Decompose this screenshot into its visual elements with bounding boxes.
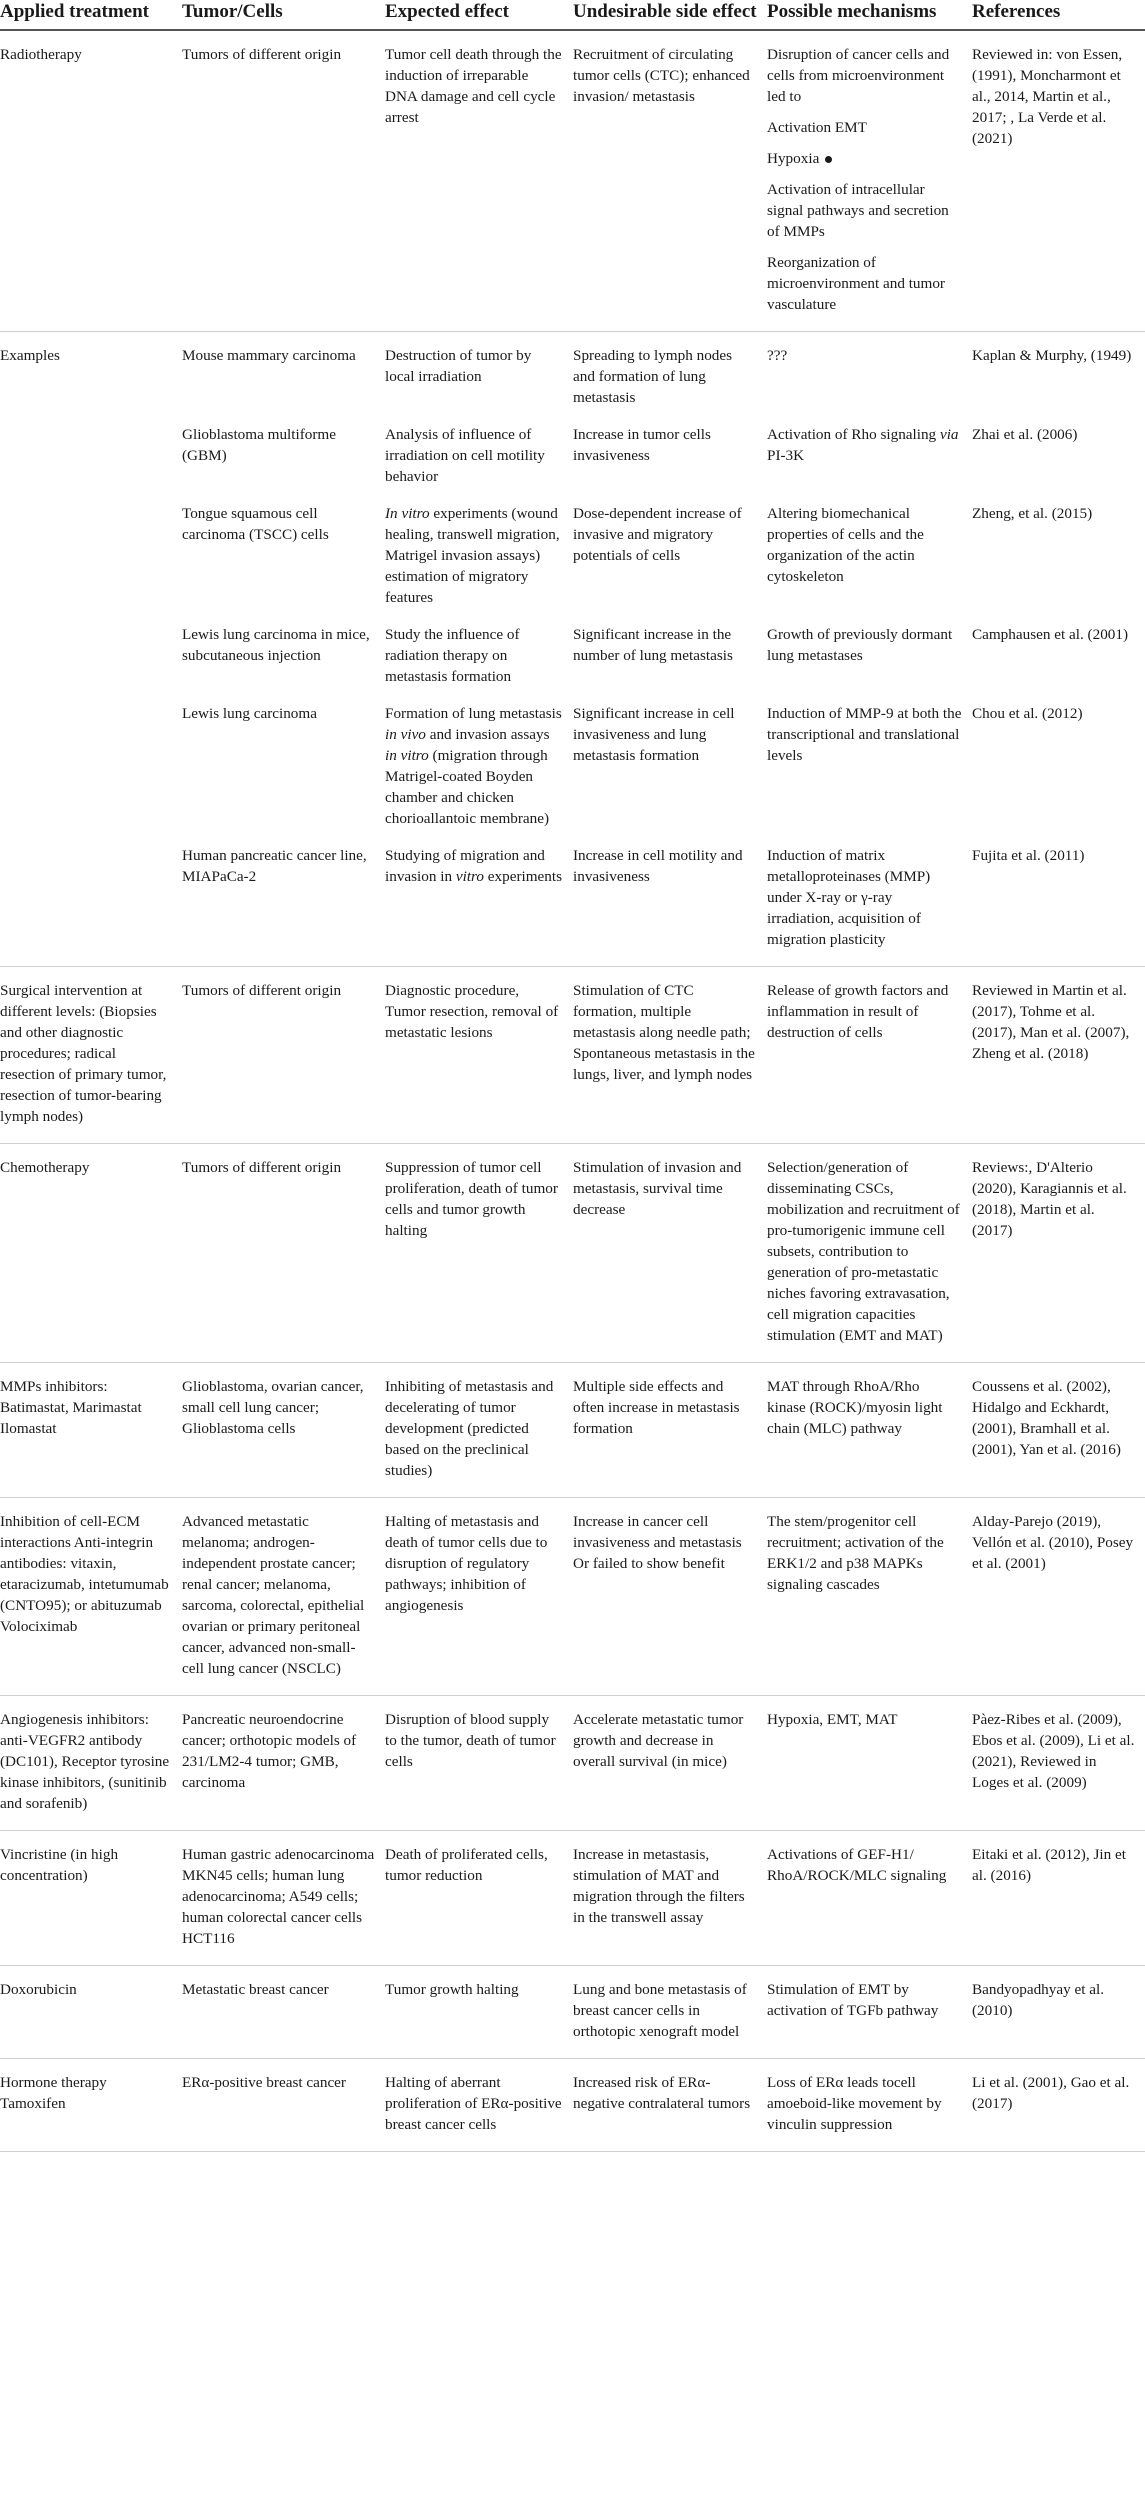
expected-effect-cell: Death of proliferated cells, tumor reduction bbox=[385, 1831, 573, 1966]
expected-text: experiments (wound healing, transwell migration, Matrigel invasion assays) estimation of migratory features bbox=[385, 505, 560, 606]
mechanisms-cell: Stimulation of EMT by activation of TGFb pathway bbox=[767, 1966, 972, 2059]
side-effect-cell: Accelerate metastatic tumor growth and decrease in overall survival (in mice) bbox=[573, 1696, 767, 1831]
references-cell: Chou et al. (2012) bbox=[972, 705, 1083, 722]
mechanisms-cell: Loss of ERα leads tocell amoeboid-like movement by vinculin suppression bbox=[767, 2059, 972, 2152]
tumor-cells-cell: Human gastric adenocarcinoma MKN45 cells; human lung adenocarcinoma; A549 cells; human colorectal cancer cells HCT116 bbox=[182, 1831, 385, 1966]
tumor-cells-cell: Human pancreatic cancer line, MIAPaCa-2 bbox=[182, 829, 385, 967]
tumor-cells-cell: Mouse mammary carcinoma bbox=[182, 347, 356, 364]
expected-effect-cell bbox=[385, 829, 573, 967]
table-row bbox=[0, 1966, 1145, 2059]
mechanism-item bbox=[767, 148, 962, 169]
header-possible-mechanisms: Possible mechanisms bbox=[767, 0, 972, 30]
references-cell: Reviews:, D'Alterio (2020), Karagiannis et al. (2018), Martin et al. (2017) bbox=[972, 1144, 1145, 1363]
mechanisms-cell: ??? bbox=[767, 347, 788, 364]
tumor-cells-cell: Glioblastoma, ovarian cancer, small cell lung cancer; Glioblastoma cells bbox=[182, 1363, 385, 1498]
mechanism-item: Activation of intracellular signal pathways and secretion of MMPs bbox=[767, 181, 949, 240]
table-row bbox=[0, 829, 1145, 967]
expected-italic: in vivo bbox=[385, 726, 426, 743]
expected-effect-cell: Halting of metastasis and death of tumor cells due to disruption of regulatory pathways; inhibition of angiogenesis bbox=[385, 1498, 573, 1696]
tumor-cells-cell: Tumors of different origin bbox=[182, 967, 385, 1144]
table-row bbox=[0, 30, 1145, 332]
table-row bbox=[0, 1144, 1145, 1363]
expected-text: (migration through Matrigel-coated Boyden chamber and chicken chorioallantoic membrane) bbox=[385, 747, 550, 827]
table-row bbox=[0, 608, 1145, 687]
tumor-cells-cell: Lewis lung carcinoma bbox=[182, 705, 317, 722]
table-row bbox=[0, 687, 1145, 829]
expected-effect-cell: Analysis of influence of irradiation on cell motility behavior bbox=[385, 426, 545, 485]
treatment-cell: Radiotherapy bbox=[0, 30, 182, 332]
mechanism-item: Activation EMT bbox=[767, 119, 867, 136]
expected-text: Studying of migration and invasion in bbox=[385, 847, 545, 885]
treatment-cell: Surgical intervention at different levels: (Biopsies and other diagnostic procedures; radical resection of primary tumor, resection of tumor-bearing lymph nodes) bbox=[0, 967, 182, 1144]
mechanisms-cell: Altering biomechanical properties of cells and the organization of the actin cytoskeleton bbox=[767, 505, 924, 585]
expected-effect-cell: Halting of aberrant proliferation of ERα-positive breast cancer cells bbox=[385, 2059, 573, 2152]
mechanism-text: PI-3K bbox=[767, 447, 805, 464]
side-effect-cell: Significant increase in the number of lung metastasis bbox=[573, 626, 733, 664]
expected-text: and invasion assays bbox=[429, 726, 550, 743]
references-cell: Kaplan & Murphy, (1949) bbox=[972, 347, 1132, 364]
treatment-cell: Examples bbox=[0, 347, 60, 364]
expected-effect-cell: Disruption of blood supply to the tumor, death of tumor cells bbox=[385, 1696, 573, 1831]
expected-effect-cell bbox=[385, 687, 573, 829]
side-effect-cell: Increase in tumor cells invasiveness bbox=[573, 426, 711, 464]
references-cell: Li et al. (2001), Gao et al. (2017) bbox=[972, 2059, 1145, 2152]
references-cell: Reviewed in: von Essen, (1991), Moncharmont et al., 2014, Martin et al., 2017; , La Verde et al. (2021) bbox=[972, 30, 1145, 332]
treatment-cell bbox=[0, 487, 182, 608]
mechanisms-cell: Hypoxia, EMT, MAT bbox=[767, 1696, 972, 1831]
tumor-cells-cell: ERα-positive breast cancer bbox=[182, 2059, 385, 2152]
expected-effect-cell: Inhibiting of metastasis and decelerating of tumor development (predicted based on the preclinical studies) bbox=[385, 1363, 573, 1498]
table-row bbox=[0, 1363, 1145, 1498]
treatment-cell: Doxorubicin bbox=[0, 1966, 182, 2059]
table-row bbox=[0, 1498, 1145, 1696]
side-effect-cell: Stimulation of CTC formation, multiple metastasis along needle path; Spontaneous metastasis in the lungs, liver, and lymph nodes bbox=[573, 967, 767, 1144]
expected-effect-cell bbox=[385, 487, 573, 608]
expected-effect-cell: Suppression of tumor cell proliferation, death of tumor cells and tumor growth halting bbox=[385, 1144, 573, 1363]
treatment-cell bbox=[0, 687, 182, 829]
table-row bbox=[0, 332, 1145, 409]
header-expected-effect: Expected effect bbox=[385, 0, 573, 30]
table-row bbox=[0, 408, 1145, 487]
expected-effect-cell: Diagnostic procedure, Tumor resection, removal of metastatic lesions bbox=[385, 967, 573, 1144]
mechanism-text: Activation of Rho signaling bbox=[767, 426, 937, 443]
tumor-cells-cell: Metastatic breast cancer bbox=[182, 1966, 385, 2059]
mechanisms-cell: Induction of matrix metalloproteinases (MMP) under X-ray or γ-ray irradiation, acquisition of migration plasticity bbox=[767, 829, 972, 967]
treatment-cell: Hormone therapy Tamoxifen bbox=[0, 2059, 182, 2152]
bullet-dot-icon bbox=[825, 156, 832, 163]
references-cell: Reviewed in Martin et al. (2017), Tohme et al. (2017), Man et al. (2007), Zheng et al. (2018) bbox=[972, 967, 1145, 1144]
expected-italic: vitro bbox=[455, 868, 484, 885]
references-cell: Zhai et al. (2006) bbox=[972, 426, 1078, 443]
side-effect-cell: Multiple side effects and often increase in metastasis formation bbox=[573, 1363, 767, 1498]
tumor-cells-cell: Advanced metastatic melanoma; androgen-independent prostate cancer; renal cancer; melanoma, sarcoma, colorectal, epithelial ovarian or primary peritoneal cancer, advanced non-small-cell lung cancer (NSCLC) bbox=[182, 1498, 385, 1696]
treatment-cell bbox=[0, 608, 182, 687]
tumor-cells-cell: Tongue squamous cell carcinoma (TSCC) cells bbox=[182, 505, 329, 543]
mechanisms-cell bbox=[767, 30, 972, 332]
mechanism-italic: via bbox=[939, 426, 959, 443]
expected-effect-cell: Study the influence of radiation therapy on metastasis formation bbox=[385, 626, 520, 685]
tumor-cells-cell: Tumors of different origin bbox=[182, 1144, 385, 1363]
references-cell: Camphausen et al. (2001) bbox=[972, 626, 1129, 643]
expected-text: Formation of lung metastasis bbox=[385, 705, 562, 722]
expected-text: experiments bbox=[487, 868, 563, 885]
side-effect-cell: Spreading to lymph nodes and formation of lung metastasis bbox=[573, 347, 733, 406]
expected-effect-cell: Destruction of tumor by local irradiation bbox=[385, 347, 532, 385]
references-cell: Fujita et al. (2011) bbox=[972, 829, 1145, 967]
mechanisms-cell: Growth of previously dormant lung metastases bbox=[767, 626, 953, 664]
side-effect-cell: Significant increase in cell invasiveness and lung metastasis formation bbox=[573, 705, 735, 764]
side-effect-cell: Increase in metastasis, stimulation of MAT and migration through the filters in the transwell assay bbox=[573, 1831, 767, 1966]
side-effect-cell: Stimulation of invasion and metastasis, survival time decrease bbox=[573, 1144, 767, 1363]
header-undesirable-side-effect: Undesirable side effect bbox=[573, 0, 767, 30]
treatment-cell: Chemotherapy bbox=[0, 1144, 182, 1363]
side-effect-cell: Recruitment of circulating tumor cells (CTC); enhanced invasion/ metastasis bbox=[573, 30, 767, 332]
treatment-cell: Angiogenesis inhibitors: anti-VEGFR2 antibody (DC101), Receptor tyrosine kinase inhibitors, (sunitinib and sorafenib) bbox=[0, 1696, 182, 1831]
mechanisms-cell: Selection/generation of disseminating CSCs, mobilization and recruitment of pro-tumorigenic immune cell subsets, contribution to generation of pro-metastatic niches favoring extravasation, cell migration capacities stimulation (EMT and MAT) bbox=[767, 1144, 972, 1363]
references-cell: Pàez-Ribes et al. (2009), Ebos et al. (2009), Li et al. (2021), Reviewed in Loges et al. (2009) bbox=[972, 1696, 1145, 1831]
mechanisms-cell: Induction of MMP-9 at both the transcriptional and translational levels bbox=[767, 705, 962, 764]
mechanism-item-text: Hypoxia bbox=[767, 150, 820, 167]
references-cell: Eitaki et al. (2012), Jin et al. (2016) bbox=[972, 1831, 1145, 1966]
side-effect-cell: Increased risk of ERα-negative contralateral tumors bbox=[573, 2059, 767, 2152]
expected-italic: in vitro bbox=[385, 747, 429, 764]
tumor-cells-cell: Pancreatic neuroendocrine cancer; orthotopic models of 231/LM2-4 tumor; GMB, carcinoma bbox=[182, 1696, 385, 1831]
treatment-cell: Inhibition of cell-ECM interactions Anti-integrin antibodies: vitaxin, etaracizumab, intetumumab (CNTO95); or abituzumab Volociximab bbox=[0, 1498, 182, 1696]
tumor-cells-cell: Tumors of different origin bbox=[182, 30, 385, 332]
references-cell: Alday-Parejo (2019), Vellón et al. (2010), Posey et al. (2001) bbox=[972, 1498, 1145, 1696]
references-cell: Bandyopadhyay et al. (2010) bbox=[972, 1966, 1145, 2059]
treatment-cell: Vincristine (in high concentration) bbox=[0, 1831, 182, 1966]
header-applied-treatment: Applied treatment bbox=[0, 0, 182, 30]
mechanisms-cell: The stem/progenitor cell recruitment; activation of the ERK1/2 and p38 MAPKs signaling cascades bbox=[767, 1498, 972, 1696]
treatment-cell bbox=[0, 408, 182, 487]
mechanisms-cell: MAT through RhoA/Rho kinase (ROCK)/myosin light chain (MLC) pathway bbox=[767, 1363, 972, 1498]
header-references: References bbox=[972, 0, 1145, 30]
table-row bbox=[0, 2059, 1145, 2152]
table-row bbox=[0, 1696, 1145, 1831]
treatment-cell: MMPs inhibitors: Batimastat, Marimastat Ilomastat bbox=[0, 1363, 182, 1498]
tumor-cells-cell: Lewis lung carcinoma in mice, subcutaneous injection bbox=[182, 626, 370, 664]
header-tumor-cells: Tumor/Cells bbox=[182, 0, 385, 30]
expected-italic: In vitro bbox=[385, 505, 430, 522]
mechanism-item: Reorganization of microenvironment and tumor vasculature bbox=[767, 254, 945, 313]
references-cell: Zheng, et al. (2015) bbox=[972, 505, 1093, 522]
mechanisms-cell: Release of growth factors and inflammation in result of destruction of cells bbox=[767, 967, 972, 1144]
table-row bbox=[0, 1831, 1145, 1966]
side-effect-cell: Lung and bone metastasis of breast cancer cells in orthotopic xenograft model bbox=[573, 1966, 767, 2059]
expected-effect-cell: Tumor cell death through the induction of irreparable DNA damage and cell cycle arrest bbox=[385, 30, 573, 332]
mechanisms-cell bbox=[767, 408, 972, 487]
table-row bbox=[0, 967, 1145, 1144]
expected-effect-cell: Tumor growth halting bbox=[385, 1966, 573, 2059]
references-cell: Coussens et al. (2002), Hidalgo and Eckhardt, (2001), Bramhall et al. (2001), Yan et al. (2016) bbox=[972, 1363, 1145, 1498]
side-effect-cell: Increase in cancer cell invasiveness and metastasis Or failed to show benefit bbox=[573, 1498, 767, 1696]
table-row bbox=[0, 487, 1145, 608]
side-effect-cell: Dose-dependent increase of invasive and migratory potentials of cells bbox=[573, 505, 742, 564]
mechanisms-cell: Activations of GEF-H1/ RhoA/ROCK/MLC signaling bbox=[767, 1831, 972, 1966]
tumor-cells-cell: Glioblastoma multiforme (GBM) bbox=[182, 426, 336, 464]
header-row bbox=[0, 0, 1145, 30]
treatment-cell bbox=[0, 829, 182, 967]
mechanism-item: Disruption of cancer cells and cells from microenvironment led to bbox=[767, 46, 950, 105]
side-effect-cell: Increase in cell motility and invasiveness bbox=[573, 829, 767, 967]
